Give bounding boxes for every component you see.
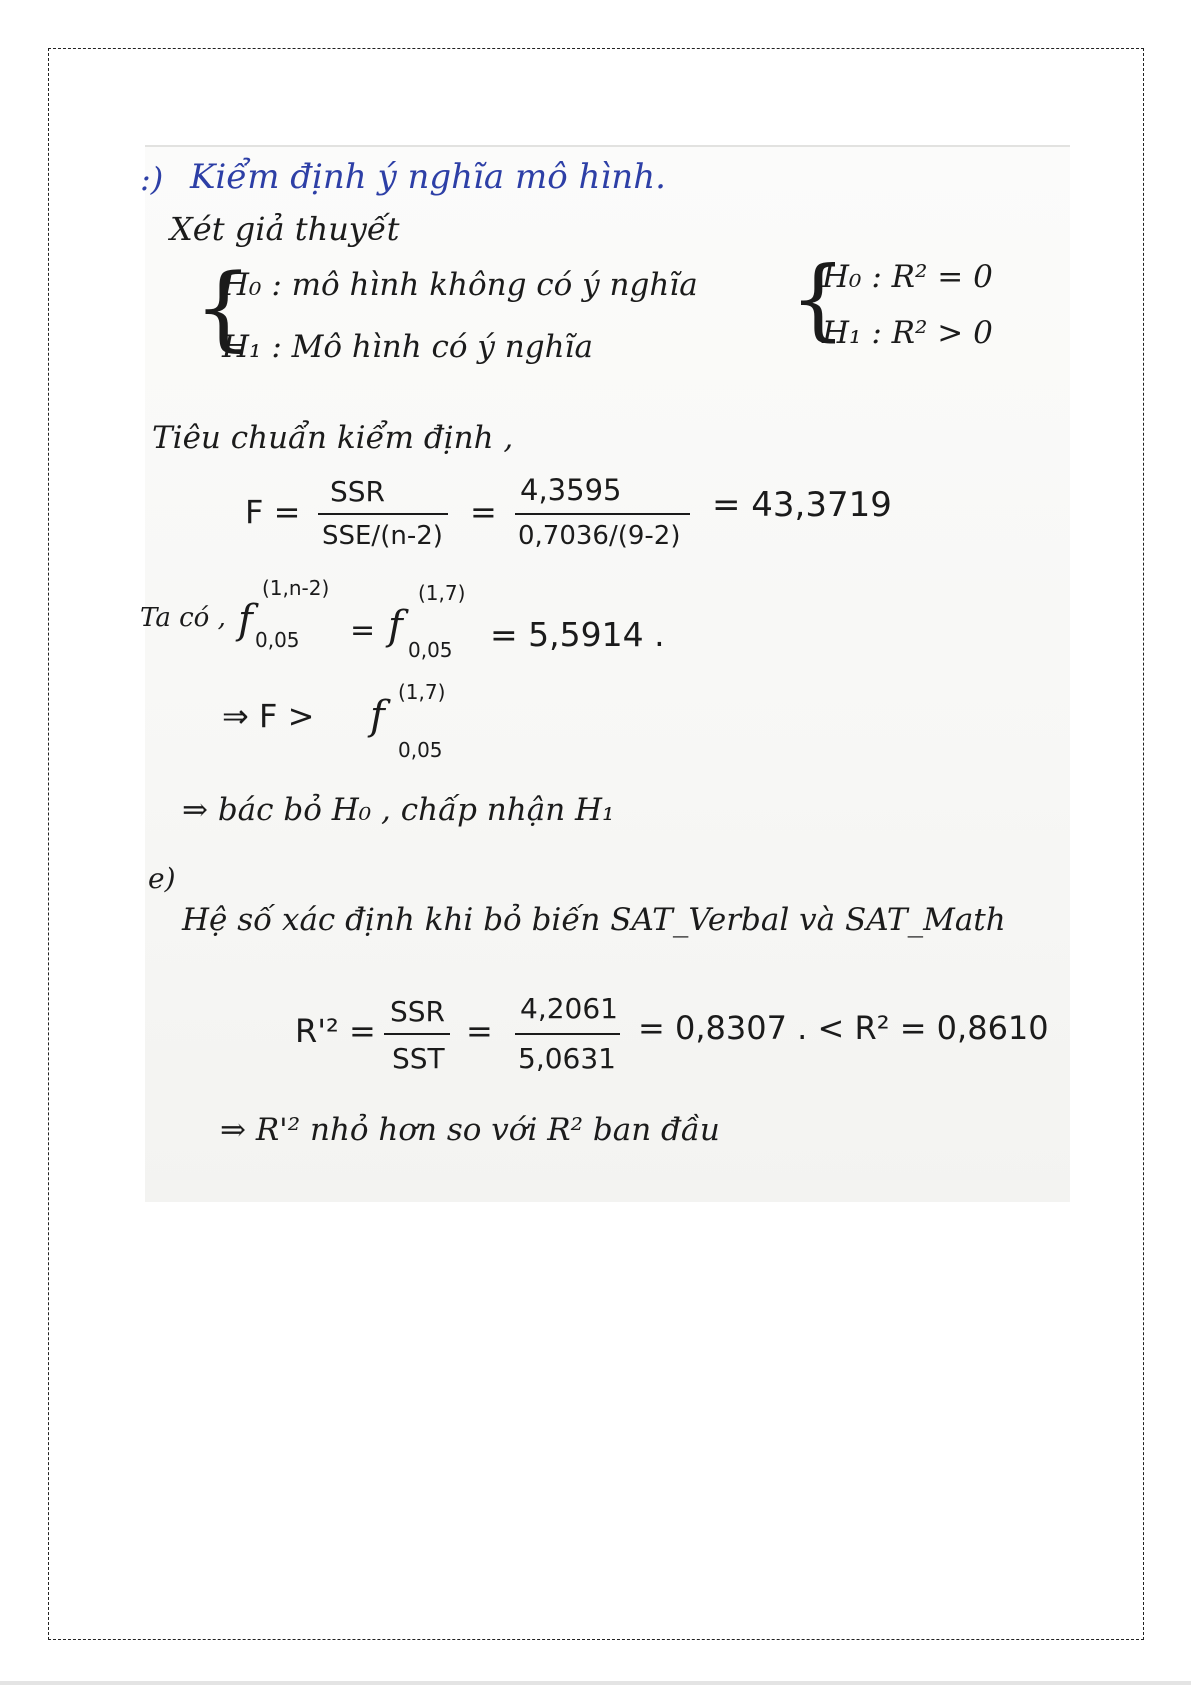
r2-denominator-value: 5,0631 [518,1042,616,1075]
f-numerator-value: 4,3595 [520,473,622,507]
r2-equals: = [466,1012,493,1050]
conclusion: ⇒ bác bỏ H₀ , chấp nhận H₁ [182,792,615,828]
f-fraction-line [318,513,448,515]
f-numerator: SSR [330,475,386,508]
f-denominator: SSE/(n-2) [322,521,443,551]
ta-co-label: Ta có , [140,603,226,633]
crit-sub-2: 0,05 [408,638,453,662]
crit-symbol-2: f [388,603,403,649]
cmp-sup: (1,7) [398,680,446,704]
footer-rule [0,1681,1191,1685]
section-e-marker: e) [148,862,176,895]
r2-fraction-line [384,1033,450,1035]
criterion-label: Tiêu chuẩn kiểm định , [152,420,514,456]
h1-statement: H₁ : Mô hình có ý nghĩa [222,329,593,365]
r2-numerator: SSR [390,995,446,1028]
section-e-title: Hệ số xác định khi bỏ biến SAT_Verbal và SAT_Math [182,902,1006,938]
r2-numerator-value: 4,2061 [520,992,618,1025]
r2-value-fraction-line [515,1033,620,1035]
f-comparison: ⇒ F > [222,697,315,735]
f-denominator-value: 0,7036/(9-2) [518,521,681,551]
f-equals: = [470,493,497,531]
h1-formal: H₁ : R² > 0 [822,315,993,351]
right-brace: { [790,247,846,350]
h0-formal: H₀ : R² = 0 [822,259,993,295]
r2-denominator: SST [392,1042,445,1075]
h0-statement: H₀ : mô hình không có ý nghĩa [222,267,698,303]
cmp-sub: 0,05 [398,738,443,762]
section-c-marker: :) [140,160,164,198]
r2-result: = 0,8307 . < R² = 0,8610 [638,1009,1049,1047]
r2-comment: ⇒ R'² nhỏ hơn so với R² ban đầu [220,1112,720,1148]
crit-sup-1: (1,n-2) [262,576,330,600]
f-lhs: F = [245,493,301,531]
crit-equals: = [350,613,376,648]
section-c-title: Kiểm định ý nghĩa mô hình. [190,157,666,197]
f-result: = 43,3719 [712,485,892,525]
crit-sub-1: 0,05 [255,628,300,652]
hypothesis-intro: Xét giả thuyết [170,210,400,248]
r2-lhs: R'² = [295,1012,376,1050]
cmp-symbol: f [370,693,385,739]
crit-value: = 5,5914 . [490,615,665,654]
f-value-fraction-line [515,513,690,515]
crit-symbol-1: f [238,597,253,643]
left-brace: { [194,254,253,361]
crit-sup-2: (1,7) [418,581,466,605]
